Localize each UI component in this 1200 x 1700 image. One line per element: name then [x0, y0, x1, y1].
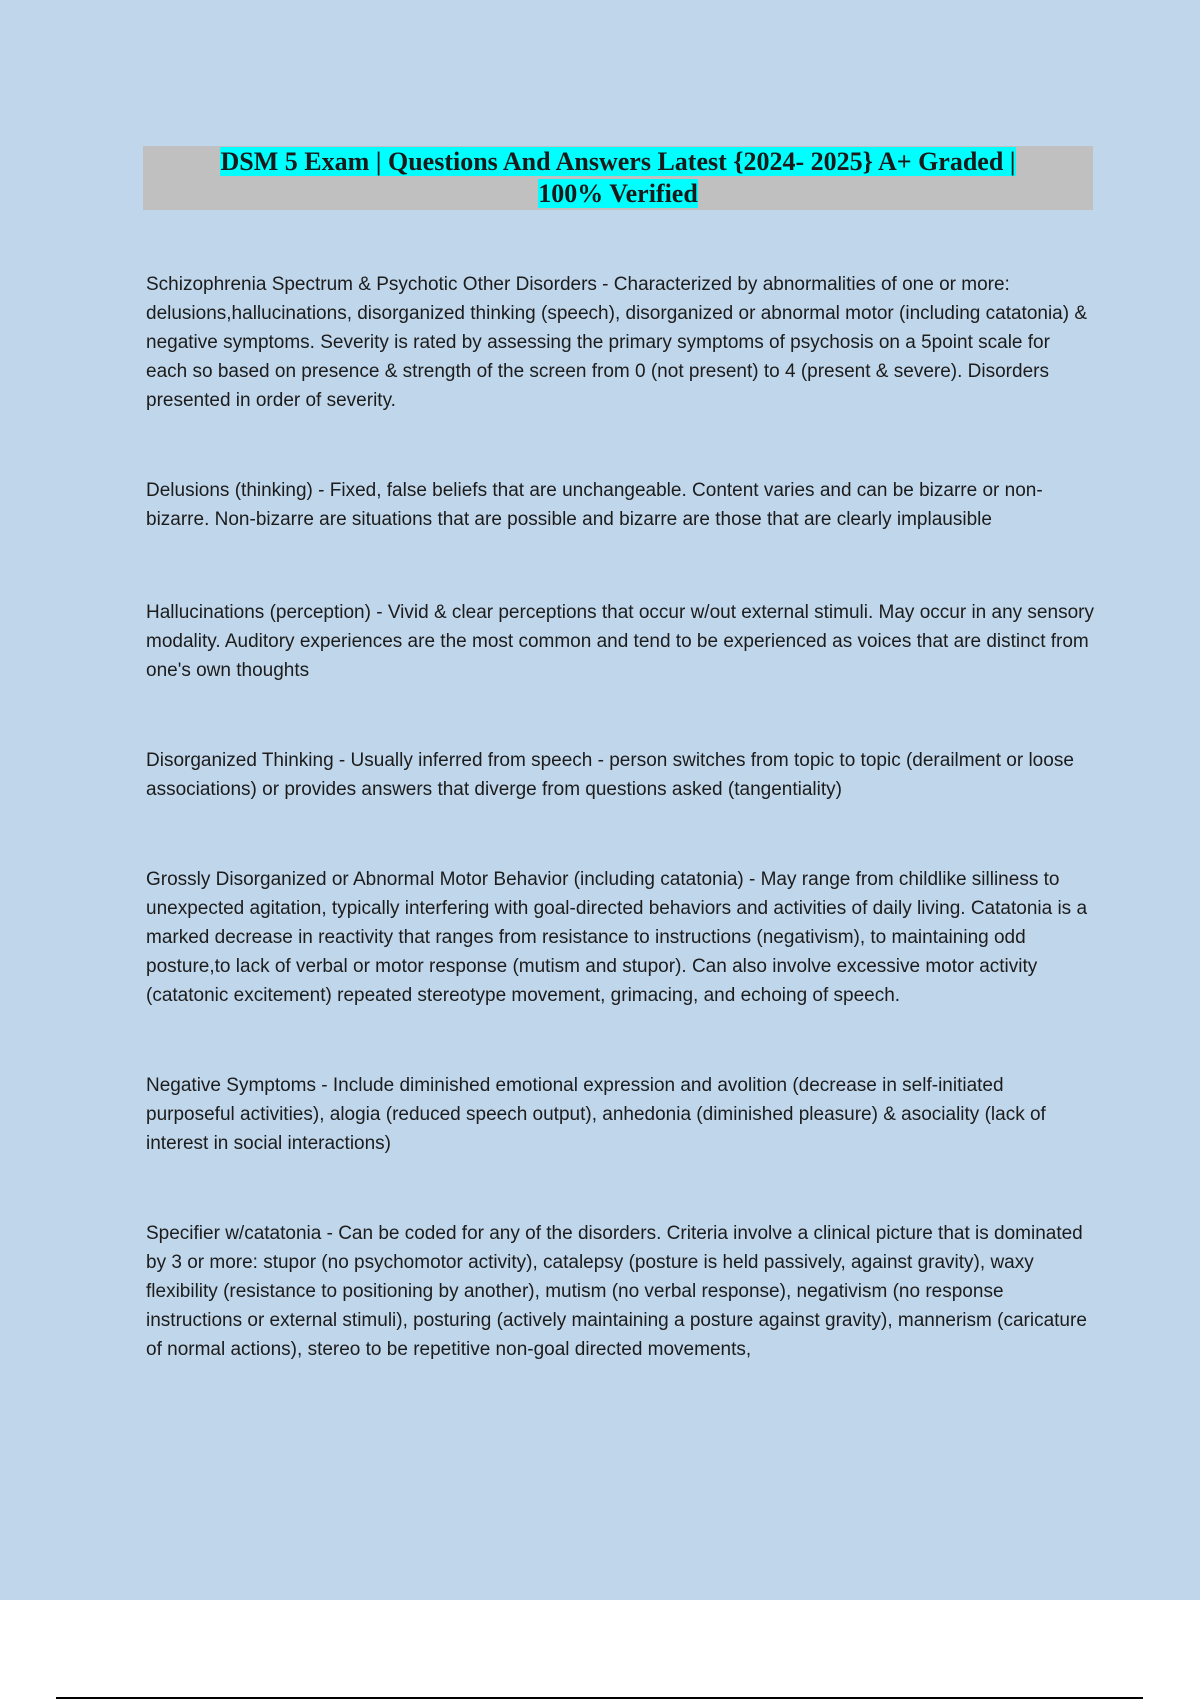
entry-delusions: Delusions (thinking) - Fixed, false beliefs that are unchangeable. Content varies and can be bizarre or non-bizarre. Non-bizarre are situations that are possible and bizarre are those that are clearly implausible	[146, 480, 1043, 530]
entry-negative-symptoms: Negative Symptoms - Include diminished emotional expression and avolition (decrease in self-initiated purposeful activities), alogia (reduced speech output), anhedonia (diminished pleasure) & asociality (lack of interest in social interactions)	[146, 1075, 1046, 1154]
entry-schizophrenia-spectrum: Schizophrenia Spectrum & Psychotic Other Disorders - Characterized by abnormalities of one or more: delusions,hallucinations, disorganized thinking (speech), disorganized or abnormal motor (including catatonia) & negative symptoms. Severity is rated by assessing the primary symptoms of psychosis on a 5point scale for each so based on presence & strength of the screen from 0 (not present) to 4 (present & severe). Disorders presented in order of severity.	[146, 274, 1088, 411]
title-line-2: 100% Verified	[538, 179, 698, 208]
entry-specifier-catatonia: Specifier w/catatonia - Can be coded for any of the disorders. Criteria involve a clinical picture that is dominated by 3 or more: stupor (no psychomotor activity), catalepsy (posture is held passively, against gravity), waxy flexibility (resistance to positioning by another), mutism (no verbal response), negativism (no response instructions or external stimuli), posturing (actively maintaining a posture against gravity), mannerism (caricature of normal actions), stereo to be repetitive non-goal directed movements,	[146, 1223, 1087, 1360]
document-title	[143, 146, 1093, 210]
entry-disorganized-thinking: Disorganized Thinking - Usually inferred from speech - person switches from topic to topic (derailment or loose associations) or provides answers that diverge from questions asked (tangentiality)	[146, 750, 1074, 800]
footer-divider	[56, 1697, 1143, 1699]
title-line-1: DSM 5 Exam | Questions And Answers Latest {2024- 2025} A+ Graded |	[220, 147, 1016, 176]
entry-hallucinations: Hallucinations (perception) - Vivid & clear perceptions that occur w/out external stimuli. May occur in any sensory modality. Auditory experiences are the most common and tend to be experienced as voices that are distinct from one's own thoughts	[146, 602, 1094, 681]
document-body	[146, 270, 1096, 1364]
entry-disorganized-motor-behavior: Grossly Disorganized or Abnormal Motor Behavior (including catatonia) - May range from childlike silliness to unexpected agitation, typically interfering with goal-directed behaviors and activities of daily living. Catatonia is a marked decrease in reactivity that ranges from resistance to instructions (negativism), to maintaining odd posture,to lack of verbal or motor response (mutism and stupor). Can also involve excessive motor activity (catatonic excitement) repeated stereotype movement, grimacing, and echoing of speech.	[146, 869, 1088, 1006]
